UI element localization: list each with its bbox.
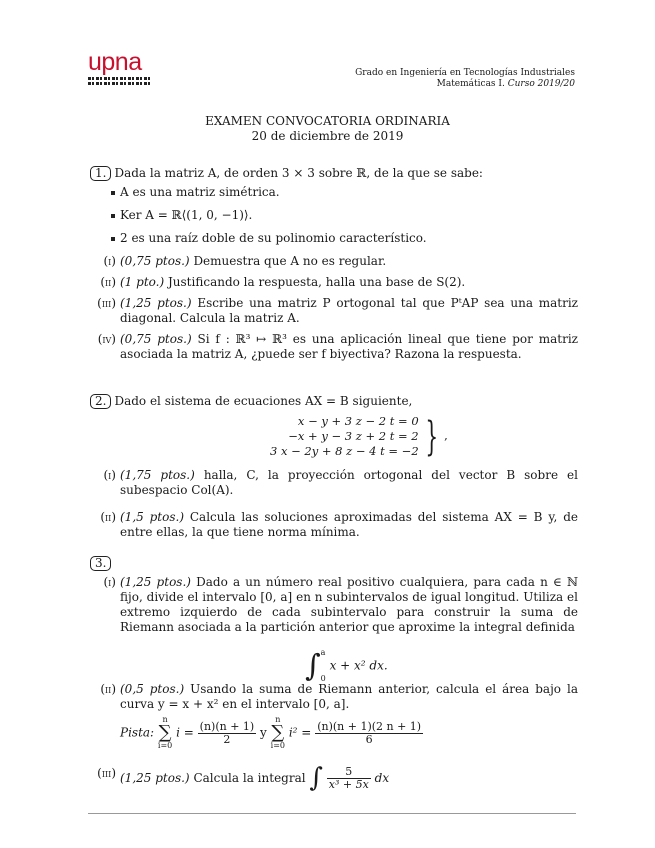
exercise-1-item-i: [90, 254, 578, 269]
exercise-2-item-i: [90, 468, 578, 498]
equation-system: [270, 414, 448, 459]
item-label: (ii): [100, 275, 116, 289]
fraction: [315, 721, 423, 746]
item-text: Calcula la integral: [193, 771, 306, 785]
exam-title-line: EXAMEN CONVOCATORIA ORDINARIA: [205, 114, 450, 128]
exercise-3-item-ii-block: [90, 682, 578, 750]
sum-operator: [271, 716, 285, 750]
item-text: Si f : ℝ³ ↦ ℝ³ es una aplicación lineal que tiene por matriz asociada la matriz A, ¿puede ser f biyectiva? Razona la respuesta.: [120, 332, 578, 361]
integral-sign: ∫: [305, 648, 321, 684]
fraction-denominator: 6: [365, 732, 373, 746]
logo-subtitle: [88, 77, 150, 85]
bullet-item: A es una matriz simétrica.: [90, 185, 578, 200]
equation-tail: ,: [444, 428, 448, 443]
sigma-symbol: ∑: [271, 722, 285, 743]
sum-upper: n: [275, 715, 281, 724]
item-label: (iii): [97, 296, 116, 310]
item-text: Usando la suma de Riemann anterior, calcula el área bajo la curva y = x + x² en el intervalo [0, a].: [120, 682, 578, 711]
exercise-2-intro: [90, 394, 578, 409]
exam-title: [0, 114, 655, 144]
item-text: Demuestra que A no es regular.: [193, 254, 387, 268]
sigma-symbol: ∑: [158, 722, 172, 743]
item-label: (i): [103, 468, 116, 482]
course-line: [355, 79, 575, 90]
course-year: Curso 2019/20: [507, 79, 575, 89]
item-points: (1 pto.): [120, 275, 165, 289]
fraction-denominator: 2: [223, 732, 231, 746]
item-text: Calcula las soluciones aproximadas del sistema AX = B y, de entre ellas, la que tiene norma mínima.: [120, 510, 578, 539]
item-points: (1,5 ptos.): [120, 510, 185, 524]
sum-variable: i² =: [288, 725, 312, 740]
exercise-1-item-iii: [90, 296, 578, 326]
item-points: (1,25 ptos.): [120, 575, 191, 589]
integral-body: x + x² dx.: [329, 658, 388, 673]
footer-rule: [88, 813, 576, 814]
equation-list: [270, 414, 419, 459]
exercise-number: 2.: [90, 394, 111, 409]
university-logo: [88, 50, 150, 87]
item-points: (1,75 ptos.): [120, 468, 195, 482]
bullet-item: 2 es una raíz doble de su polinomio característico.: [90, 231, 578, 246]
exercise-2-item-ii: [90, 510, 578, 540]
fraction-denominator: x³ + 5x: [328, 778, 369, 791]
exercise-1-intro-text: Dada la matriz A, de orden 3 × 3 sobre ℝ, de la que se sabe:: [114, 166, 483, 180]
differential: dx: [374, 771, 390, 785]
exercise-number: 1.: [90, 166, 111, 181]
equation: 3 x − 2y + 8 z − 4 t = −2: [270, 444, 419, 458]
exercise-1-intro: [90, 166, 578, 181]
logo-text: upna: [88, 48, 142, 76]
fraction-numerator: (n)(n + 1)(2 n + 1): [317, 719, 422, 733]
item-points: (0,75 ptos.): [120, 254, 190, 268]
exercise-3-item-iii-block: [90, 763, 578, 793]
exercise-1: [90, 166, 578, 362]
integral-sign: ∫: [309, 763, 323, 793]
hint-joiner: y: [260, 725, 267, 740]
exercise-1-item-ii: [90, 275, 578, 290]
integral-lower: 0: [320, 674, 326, 683]
sum-variable: i =: [176, 725, 194, 740]
exercise-number: 3.: [90, 556, 111, 571]
item-label: (iii): [97, 766, 116, 780]
fraction: [198, 721, 257, 746]
item-text: Escribe una matriz P ortogonal tal que PᵗAP sea una matriz diagonal. Calcula la matriz A.: [120, 296, 578, 325]
hint-label: Pista:: [120, 725, 155, 740]
item-points: (0,75 ptos.): [120, 332, 192, 346]
exercise-1-bullets: [90, 185, 578, 246]
integral-upper: a: [320, 648, 326, 657]
item-text: halla, C, la proyección ortogonal del vector B sobre el subespacio Col(A).: [120, 468, 578, 497]
item-points: (1,25 ptos.): [120, 296, 192, 310]
course-prefix: Matemáticas I.: [436, 79, 505, 89]
equation: x − y + 3 z − 2 t = 0: [297, 414, 419, 428]
sum-lower: i=0: [270, 741, 285, 750]
item-label: (i): [103, 254, 116, 268]
exercise-2-intro-text: Dado el sistema de ecuaciones AX = B siguiente,: [114, 394, 413, 408]
exercise-2: [90, 394, 578, 409]
exercise-3-item-ii: [90, 682, 578, 712]
item-text: Justificando la respuesta, halla una base de S(2).: [167, 275, 466, 289]
bullet-item: Ker A = ℝ⟨(1, 0, −1)⟩.: [90, 208, 578, 223]
logo-subtitle-line-1: [88, 77, 150, 80]
right-brace: }: [425, 413, 438, 460]
sum-upper: n: [162, 715, 168, 724]
item-points: (1,25 ptos.): [120, 771, 190, 785]
item-label: (i): [103, 575, 116, 589]
course-header: [355, 68, 575, 90]
fraction-numerator: 5: [327, 766, 371, 779]
equation: −x + y − 3 z + 2 t = 2: [288, 429, 419, 443]
fraction: [327, 766, 371, 791]
sum-lower: i=0: [157, 741, 173, 750]
sum-operator: [158, 716, 172, 750]
logo-subtitle-line-2: [88, 82, 150, 85]
item-label: (ii): [100, 510, 116, 524]
exercise-1-item-iv: [90, 332, 578, 362]
fraction-numerator: (n)(n + 1): [199, 719, 255, 733]
exam-date: 20 de diciembre de 2019: [251, 129, 404, 143]
degree-name: Grado en Ingeniería en Tecnologías Industriales: [355, 68, 575, 78]
hint-formula: [90, 716, 578, 750]
exercise-2-items: [90, 462, 578, 540]
item-points: (0,5 ptos.): [120, 682, 185, 696]
item-label: (ii): [100, 682, 116, 696]
exercise-3: [90, 556, 578, 635]
item-label: (iv): [97, 332, 116, 346]
item-text: Dado a un número real positivo cualquiera, para cada n ∈ ℕ fijo, divide el intervalo [0, a] en n subintervalos de igual longitud. Utiliza el extremo izquierdo de cada subintervalo para construir la suma de Riemann asociada a la partición anterior que aproxime la integral definida: [120, 575, 578, 634]
exercise-3-item-i: [90, 575, 578, 635]
exercise-3-header: [90, 556, 578, 571]
exercise-3-item-iii: [90, 763, 578, 793]
